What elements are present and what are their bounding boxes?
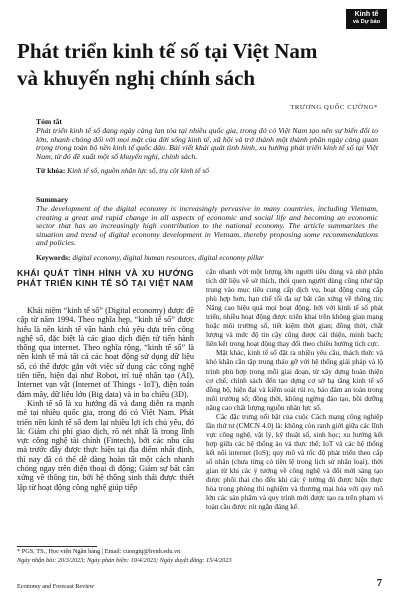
keywords-text: Kinh tế số, nguồn nhân lực số, trụ cột kinh tế số: [67, 166, 209, 176]
body-paragraph: Mặt khác, kinh tế số đặt ra nhiều yêu cầu, thách thức và khó khăn cần tập trung tháo gỡ với hệ thống giải pháp và lộ trình phù hợp trong mỗi giai đoạn, từ xây dựng hoàn thiện cơ chế, chính sách đến tạo dựng cơ sở hạ tầng kinh tế số đồng bộ, hiện đại và kiểm soát rủi ro, bảo đảm an toàn trong môi trường số; đồng thời, không ngừng đào tạo, bồi dưỡng nâng cao chất lượng nguồn nhân lực số.: [206, 349, 383, 412]
body-column-right: [206, 268, 383, 542]
summary-heading: Summary: [36, 195, 69, 204]
body-paragraph: Các đặc trưng nổi bật của cuộc Cách mạng công nghiệp lần thứ tư (CMCN 4.0) là: không còn ranh giới giữa các lĩnh vực công nghệ, vật lý, kỹ thuật số, sinh học; xu hướng kết hợp giữa các hệ thống ảo và thực thể; IoT và các hệ thống kết nối internet (IoS); quy mô và tốc độ phát triển theo cấp số nhân (chưa từng có tiền lệ trong lịch sử nhân loại), thời gian từ khi các ý tưởng về công nghệ và đổi mới sáng tạo được phôi thai cho đến khi các ý tưởng đó được hiện thực hóa trong phòng thí nghiệm và thương mại hóa với quy mô lớn các sản phẩm và quy trình mới được tạo ra trên phạm vi toàn cầu được rút ngắn đáng kể.: [206, 412, 383, 512]
abstract-vietnamese: [36, 117, 378, 175]
abstract-english: [36, 195, 378, 262]
author-name: TRƯƠNG QUỐC CƯỜNG*: [290, 104, 378, 111]
footnote-divider: [17, 546, 97, 547]
journal-footer-name: Economy and Forecast Review: [17, 583, 95, 590]
abstract-heading: Tóm tắt: [36, 117, 62, 126]
body-paragraph: Khái niệm “kinh tế số” (Digital economy) được đề cập từ năm 1994. Theo nghĩa hẹp, “kinh tế số” được hiểu là nền kinh tế vận hành chủ yếu dựa trên công nghệ số, đặc biệt là các giao dịch điện tử tiến hành thông qua internet. Theo nghĩa rộng, “kinh tế số” là nền kinh tế mà tất cả các hoạt động sử dụng dữ liệu số, có thể được gắn với việc sử dụng các công nghệ tiên tiến, hiện đại như Robot, trí tuệ nhân tạo (AI), Internet vạn vật (Internet of Things - IoT), điện toán đám mây, dữ liệu lớn (Big data) và in ba chiều (3D).: [17, 306, 194, 399]
footnote: [17, 548, 383, 565]
title-line-2: và khuyến nghị chính sách: [17, 66, 256, 90]
logo-line-1: Kinh tế: [354, 11, 379, 18]
body-paragraph: Kinh tế số là xu hướng đã và đang diễn ra mạnh mẽ tại nhiều quốc gia, trong đó có Việt Nam. Phát triển nền kinh tế số đem lại nhiều lợi ích chủ yếu, đó là: Giảm chi phí giao dịch, rõ nét nhất là trong lĩnh vực công nghệ tài chính (Fintech), bởi các nhu cầu mà trước đây được thực hiện tại địa điểm nhất định, thì nay đã có thể dễ dàng hoàn tất một cách nhanh chóng ngay trên điện thoại di động; Giảm sự bất cân xứng về thông tin, bởi hệ thống sinh thái được thiết lập từ hoạt động công nghệ giúp tiếp: [17, 398, 194, 492]
body-column-left: [17, 268, 194, 542]
article-title: [17, 38, 317, 92]
logo-line-2: và Dự báo: [352, 19, 381, 25]
keywords-line: [36, 166, 378, 175]
keywords-line-en: [36, 253, 378, 262]
submission-dates: Ngày nhận bài: 20/3/2023; Ngày phản biện: 10/4/2023; Ngày duyệt đăng: 15/4/2023: [17, 556, 232, 564]
section-heading: KHÁI QUÁT TÌNH HÌNH VÀ XU HƯỚNG PHÁT TRIỂN KINH TẾ SỐ TẠI VIỆT NAM: [17, 268, 194, 288]
abstract-text: Phát triển kinh tế số đang ngày càng lan tỏa tại nhiều quốc gia, trong đó có Việt Nam tạo nên sự biến đổi to lớn, nhanh chóng đối với mọi mặt của đời sống kinh tế, xã hội và trở thành một thành phần ngày càng quan trọng trong toàn bộ nền kinh tế quốc dân. Bài viết khái quát tình hình, xu hướng phát triển kinh tế số tại Việt Nam, từ đó đề xuất một số khuyến nghị, chính sách.: [36, 126, 378, 161]
left-column-text: [17, 306, 194, 542]
keywords-label: Từ khóa:: [36, 166, 66, 176]
summary-text: The development of the digital economy is increasingly pervasive in many countries, including Vietnam, creating a great and rapid change in all aspects of economic and social life and becoming an economic sector that has an increasingly high contribution to the national economy. The article summarizes the situation and trend of digital economy development in Vietnam, thereby proposing some recommendations and policies.: [36, 204, 378, 248]
keywords-label-en: Keywords:: [36, 252, 71, 262]
title-line-1: Phát triển kinh tế số tại Việt Nam: [17, 39, 318, 63]
keywords-text-en: digital economy, digital human resources, digital economy pillar: [72, 252, 264, 262]
author-affiliation: * PGS, TS., Học viện Ngân hàng | Email: cuongtq@hvnh.edu.vn: [17, 548, 181, 555]
body-paragraph: cận nhanh với một lượng lớn người tiêu dùng và nhờ phân tích dữ liệu về sở thích, thói quen người dùng cũng như tập trung vào mục tiêu cung cấp dịch vụ, hoạt động cung cấp phù hợp hơn, hạn chế tối đa sự bất cân xứng về thông tin; Nâng cao hiệu quả mọi hoạt động, bởi với kinh tế số phát triển, nhiều hoạt động được triển khai trên không gian mạng hoặc môi trường số, tiết kiệm thời gian; đồng thời, chất lượng và mức độ tin cậy cũng được cải thiện, minh bạch; liên kết trong hoạt động thay đổi theo chiều hướng tích cực.: [206, 268, 383, 349]
journal-logo: [346, 9, 387, 29]
page-number: 7: [376, 578, 382, 589]
